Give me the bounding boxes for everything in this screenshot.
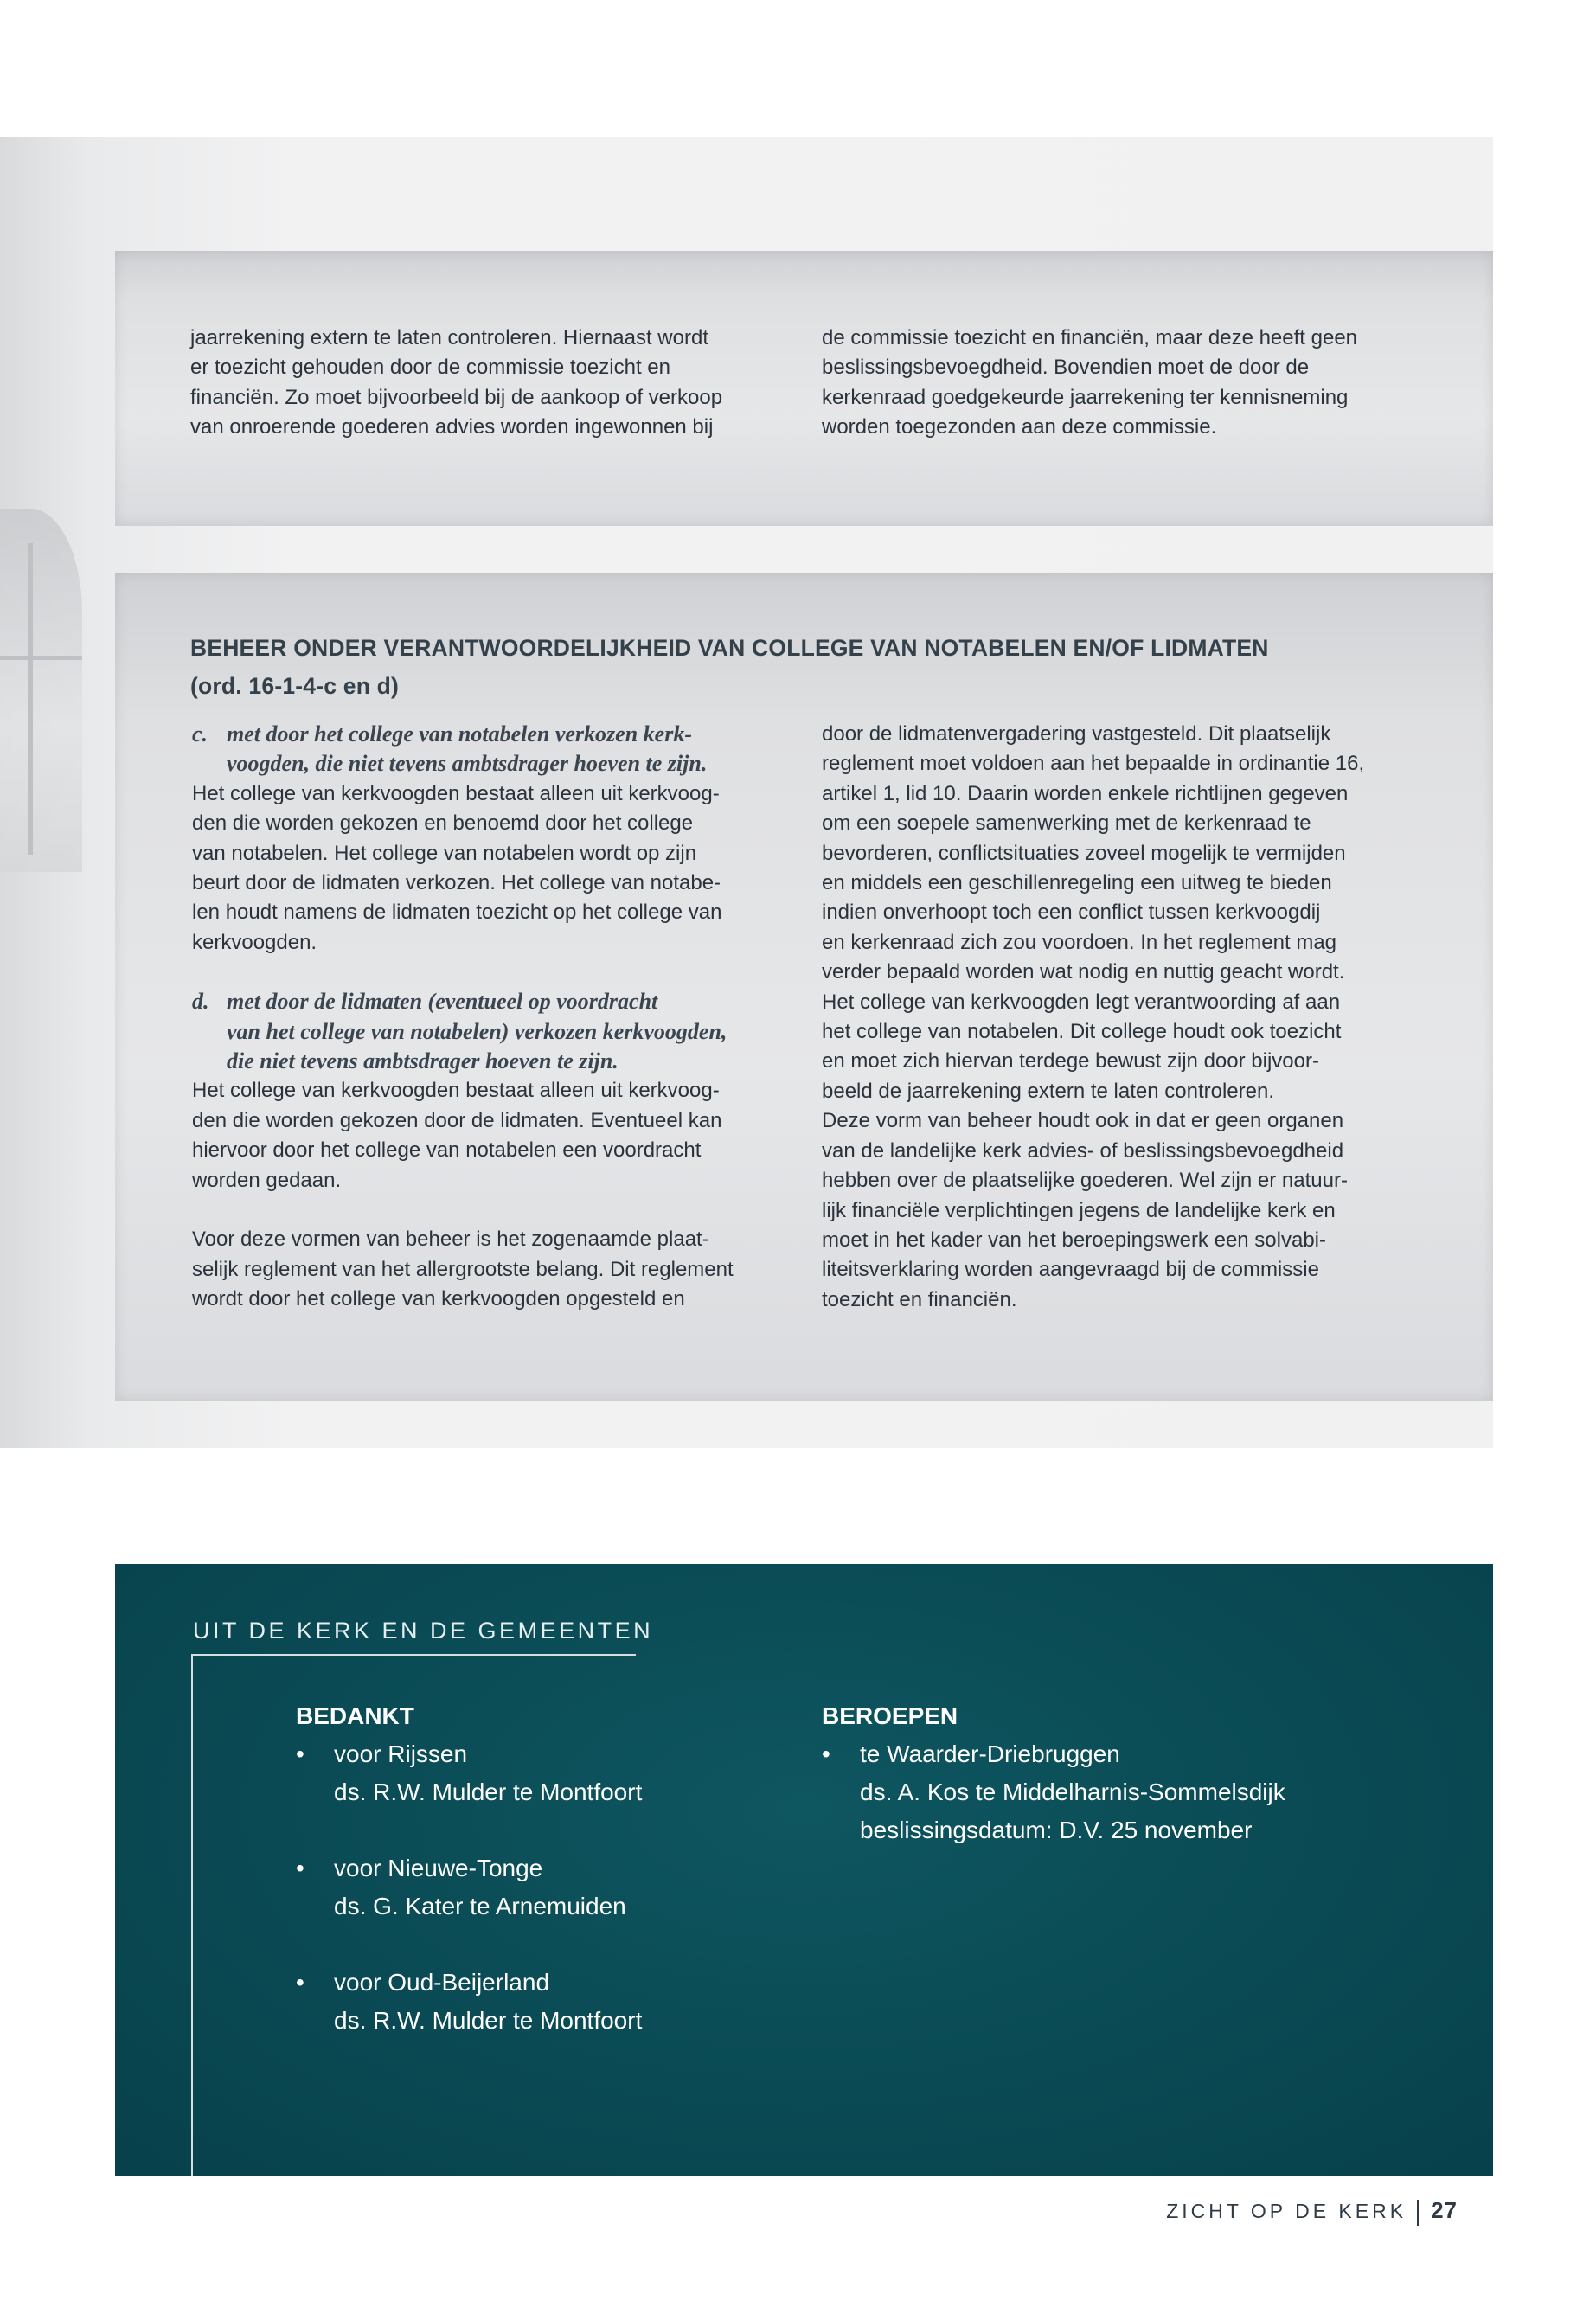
entry-person: ds. R.W. Mulder te Montfoort [334, 2007, 643, 2034]
list-item [822, 1735, 1445, 1849]
item-c-letter: c. [192, 721, 208, 747]
entry-person: ds. R.W. Mulder te Montfoort [334, 1779, 643, 1805]
bullet: • [296, 1969, 304, 1996]
text-line: selijk reglement van het allergrootste belang. Dit reglement [192, 1257, 734, 1281]
text-line: den die worden gekozen en benoemd door het college [192, 811, 694, 836]
text-line: toezicht en financiën. [822, 1287, 1017, 1311]
bedankt-title: BEDANKT [296, 1702, 414, 1729]
main-right-column [822, 720, 1427, 1315]
entry-place: voor Rijssen [334, 1740, 468, 1767]
page-number: 27 [1431, 2197, 1458, 2223]
text-line: en middels een geschillenregeling een uitweg te bieden [822, 871, 1332, 895]
list-item [296, 1849, 780, 1926]
item-c-title-line: met door het college van notabelen verkozen kerk- [227, 721, 692, 747]
text-line: om een soepele samenwerking met de kerkenraad te [822, 811, 1311, 836]
text-line: verder bepaald worden wat nodig en nuttig geacht wordt. [822, 960, 1345, 984]
list-item [296, 1735, 780, 1811]
text-line: van de landelijke kerk advies- of beslissingsbevoegdheid [822, 1138, 1344, 1163]
section-heading [190, 629, 1401, 705]
text-line: jaarrekening extern te laten controleren. Hiernaast wordt [190, 326, 708, 349]
text-line: liteitsverklaring worden aangevraagd bij de commissie [822, 1258, 1319, 1282]
entry-person: ds. G. Kater te Arnemuiden [334, 1893, 626, 1920]
text-line: Voor deze vormen van beheer is het zogenaamde plaat- [192, 1227, 709, 1252]
item-d-title-line: met door de lidmaten (eventueel op voordracht [227, 989, 658, 1015]
bedankt-column [296, 1697, 780, 2078]
text-line: beeld de jaarrekening extern te laten controleren. [822, 1079, 1275, 1103]
entry-date: beslissingsdatum: D.V. 25 november [860, 1817, 1253, 1843]
text-line: Het college van kerkvoogden legt verantwoording af aan [822, 990, 1341, 1014]
text-line: van notabelen. Het college van notabelen wordt op zijn [192, 841, 697, 865]
main-left-column [192, 720, 780, 1314]
text-line: van onroerende goederen advies worden ingewonnen bij [190, 415, 714, 439]
item-d-letter: d. [192, 989, 209, 1015]
text-line: lijk financiële verplichtingen jegens de landelijke kerk en [822, 1198, 1336, 1222]
text-line: kerkenraad goedgekeurde jaarrekening ter kennisneming [822, 385, 1349, 409]
item-d-title-line: die niet tevens ambtsdrager hoeven te zijn. [227, 1048, 619, 1074]
text-line: Deze vorm van beheer houdt ook in dat er geen organen [822, 1109, 1344, 1133]
page-footer [1166, 2197, 1458, 2226]
beroepen-column [822, 1697, 1445, 1888]
text-line: den die worden gekozen door de lidmaten. Eventueel kan [192, 1108, 722, 1132]
church-window-decoration [0, 509, 82, 872]
text-line: het college van notabelen. Dit college houdt ook toezicht [822, 1020, 1342, 1044]
text-line: hebben over de plaatselijke goederen. Wel zijn er natuur- [822, 1169, 1348, 1193]
heading-subtitle: (ord. 16-1-4-c en d) [190, 673, 400, 699]
text-line: door de lidmatenvergadering vastgesteld. Dit plaatselijk [822, 722, 1331, 746]
text-line: worden gedaan. [192, 1168, 342, 1192]
bullet: • [296, 1740, 304, 1767]
news-section-title: UIT DE KERK EN DE GEMEENTEN [193, 1618, 654, 1644]
text-line: Het college van kerkvoogden bestaat alleen uit kerkvoog- [192, 1079, 720, 1103]
magazine-name: ZICHT OP DE KERK [1166, 2200, 1407, 2222]
entry-place: te Waarder-Driebruggen [860, 1740, 1120, 1767]
text-line: en kerkenraad zich zou voordoen. In het reglement mag [822, 930, 1337, 954]
top-right-column [822, 324, 1410, 443]
text-line: moet in het kader van het beroepingswerk een solvabi- [822, 1227, 1327, 1252]
text-line: len houdt namens de lidmaten toezicht op het college van [192, 901, 722, 925]
text-line: en moet zich hiervan terdege bewust zijn door bijvoor- [822, 1049, 1319, 1074]
text-line: indien onverhoopt toch een conflict tussen kerkvoogdij [822, 901, 1321, 925]
text-line: er toezicht gehouden door de commissie toezicht en [190, 356, 670, 380]
entry-place: voor Oud-Beijerland [334, 1969, 550, 1996]
bullet: • [296, 1855, 304, 1881]
item-c-title-line: voogden, die niet tevens ambtsdrager hoeven te zijn. [227, 751, 708, 777]
bullet: • [822, 1740, 830, 1767]
text-line: reglement moet voldoen aan het bepaalde in ordinantie 16, [822, 752, 1365, 776]
text-line: artikel 1, lid 10. Daarin worden enkele richtlijnen gegeven [822, 781, 1349, 805]
text-line: worden toegezonden aan deze commissie. [822, 415, 1217, 439]
list-item [296, 1964, 780, 2040]
text-line: kerkvoogden. [192, 930, 317, 954]
text-line: bevorderen, conflictsituaties zoveel mogelijk te vermijden [822, 841, 1346, 865]
text-line: de commissie toezicht en financiën, maar deze heeft geen [822, 326, 1358, 349]
text-line: beslissingsbevoegdheid. Bovendien moet de door de [822, 356, 1310, 380]
title-rule-horizontal [191, 1654, 636, 1656]
item-d-title-line: van het college van notabelen) verkozen kerkvoogden, [227, 1018, 727, 1044]
item-d-title [192, 987, 780, 1076]
text-line: hiervoor door het college van notabelen een voordracht [192, 1138, 702, 1163]
entry-place: voor Nieuwe-Tonge [334, 1855, 543, 1881]
footer-divider [1417, 2200, 1419, 2226]
entry-person: ds. A. Kos te Middelharnis-Sommelsdijk [860, 1779, 1285, 1805]
beroepen-title: BEROEPEN [822, 1702, 958, 1729]
top-left-column [190, 324, 779, 443]
title-rule-vertical [191, 1654, 193, 2176]
item-c-title [192, 720, 780, 779]
text-line: beurt door de lidmaten verkozen. Het college van notabe- [192, 871, 721, 895]
text-line: financiën. Zo moet bijvoorbeeld bij de aankoop of verkoop [190, 385, 723, 409]
heading-title: BEHEER ONDER VERANTWOORDELIJKHEID VAN COLLEGE VAN NOTABELEN EN/OF LIDMATEN [190, 635, 1269, 661]
text-line: Het college van kerkvoogden bestaat alleen uit kerkvoog- [192, 781, 720, 805]
text-line: wordt door het college van kerkvoogden opgesteld en [192, 1286, 685, 1311]
